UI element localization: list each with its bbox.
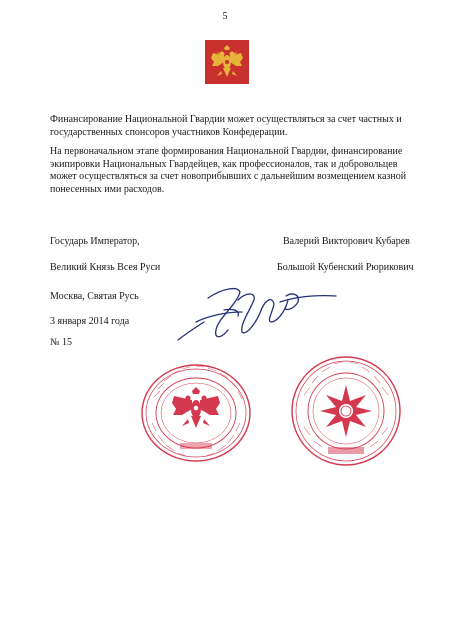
signatory-left-subtitle: Великий Князь Всея Руси — [50, 262, 161, 273]
signatory-right-title: Большой Кубенский Рюрикович — [277, 262, 414, 273]
document-number: № 15 — [50, 337, 73, 348]
handwritten-signature — [168, 278, 338, 348]
paragraph-funding-sources: Финансирование Национальной Гвардии может осуществляться за счет частных и государственных спонсоров участников Конфедерации. — [50, 114, 402, 138]
signatory-right-name: Валерий Викторович Кубарев — [283, 236, 410, 247]
page-number: 5 — [222, 11, 228, 22]
signatory-left-title: Государь Император, — [50, 236, 140, 247]
document-place: Москва, Святая Русь — [50, 291, 139, 302]
document-date: 3 января 2014 года — [50, 316, 130, 327]
double-headed-eagle-icon — [205, 40, 249, 84]
double-headed-eagle-seal — [140, 363, 252, 463]
paragraph-initial-funding: На первоначальном этапе формирования Национальной Гвардии, финансирование экипировки Национальных Гвардейцев, как профессионалов, так и добровольцев может осуществляться за счет новоприбывших с дальнейшим возмещением казной понесенных ими расходов. — [50, 146, 407, 195]
cross-star-seal — [290, 355, 402, 467]
